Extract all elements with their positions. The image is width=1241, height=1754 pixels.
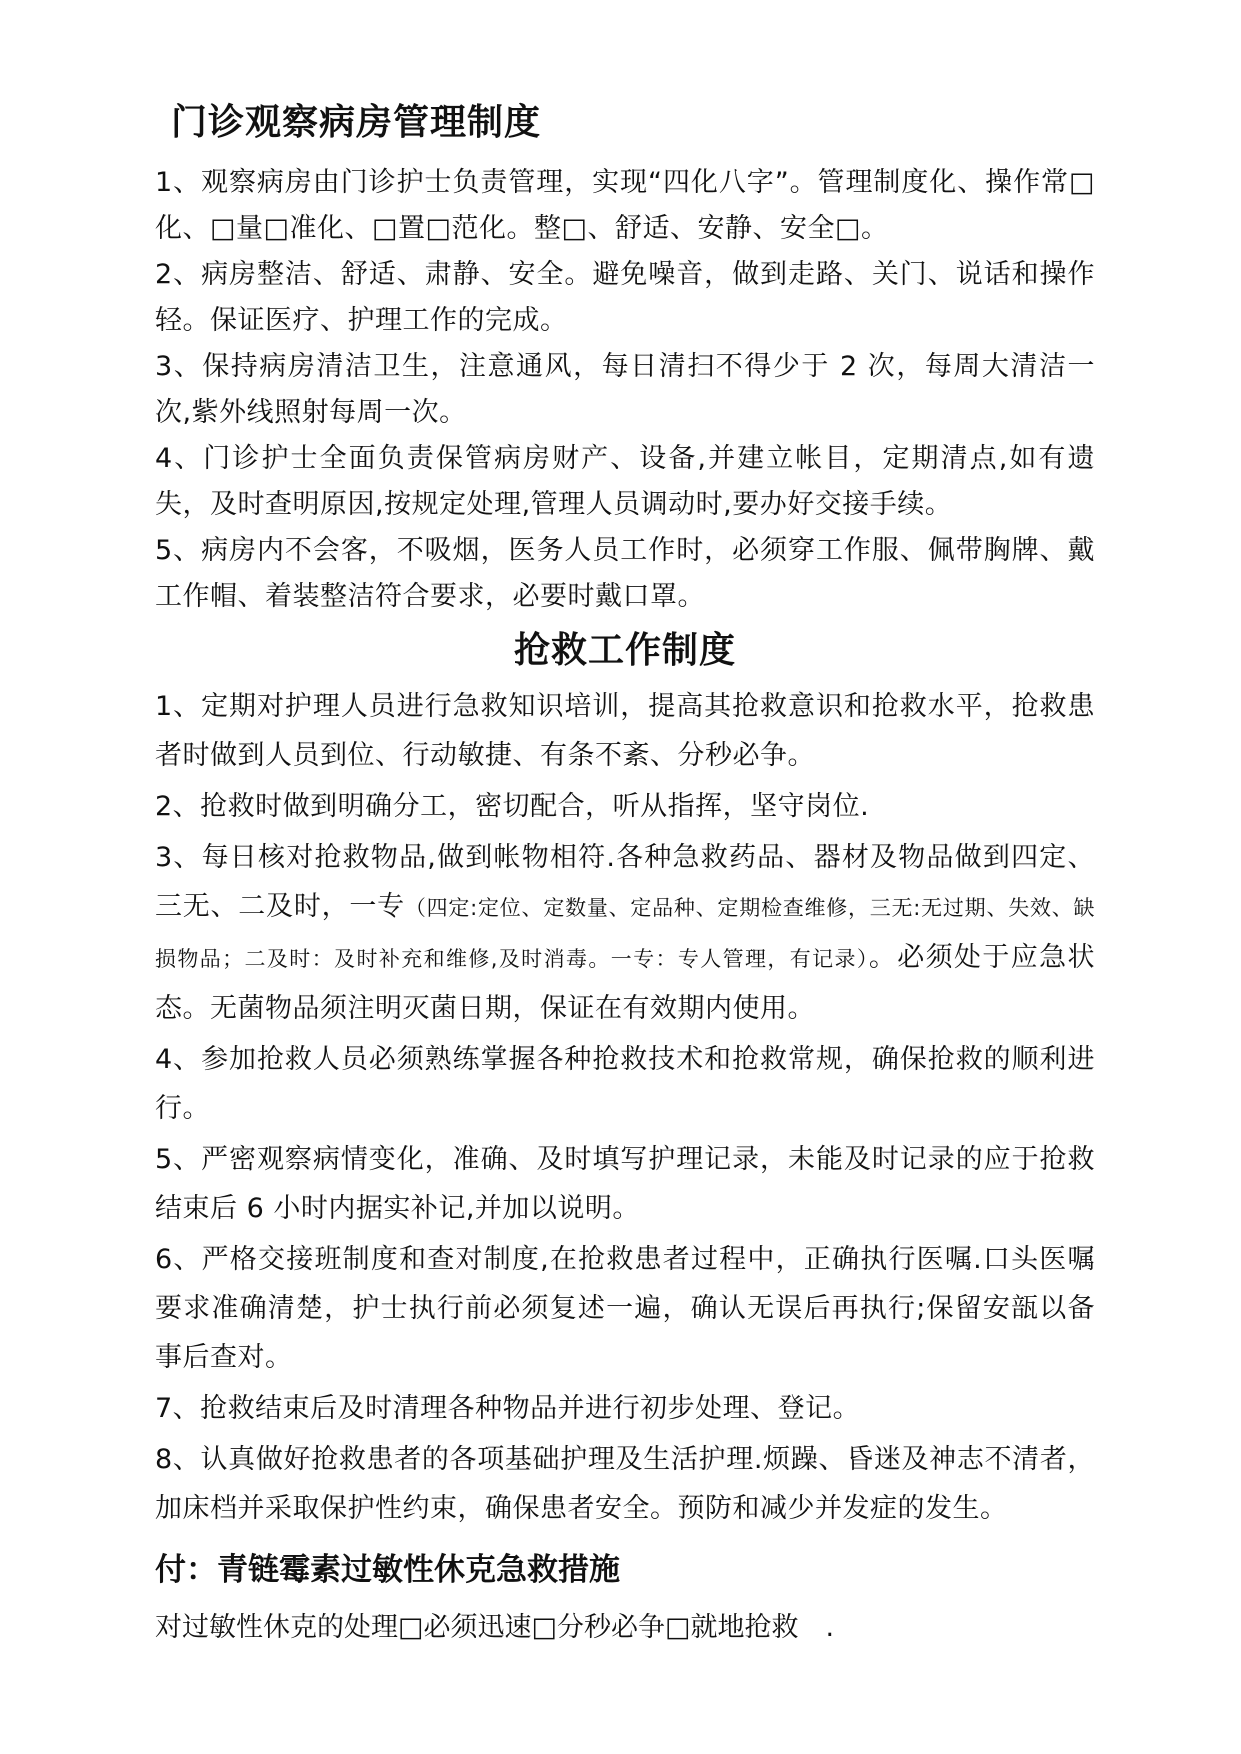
paragraph: 5、严密观察病情变化，准确、及时填写护理记录，未能及时记录的应于抢救结束后 6 小时内据实补记,并加以说明。 <box>155 1144 1095 1224</box>
paragraph: 5、病房内不会客，不吸烟，医务人员工作时，必须穿工作服、佩带胸牌、戴工作帽、着装整洁符合要求，必要时戴口罩。 <box>155 535 1095 612</box>
paragraph: 对过敏性休克的处理□必须迅速□分秒必争□就地抢救 . <box>155 1612 835 1643</box>
paragraph: 1、观察病房由门诊护士负责管理，实现“四化八字”。管理制度化、操作常□化、□量□准化、□置□范化。整□、舒适、安静、安全□。 <box>155 167 1095 244</box>
paragraph: 8、认真做好抢救患者的各项基础护理及生活护理.烦躁、昏迷及神志不清者，加床档并采取保护性约束，确保患者安全。预防和减少并发症的发生。 <box>155 1444 1095 1524</box>
paragraph: 3、保持病房清洁卫生，注意通风，每日清扫不得少于 2 次，每周大清洁一次,紫外线照射每周一次。 <box>155 351 1095 428</box>
paragraph-note: （四定:定位、定数量、定品种、定期检查维修，三无:无过期、失效、缺损物品；二及时：及时补充和维修,及时消毒。一专：专人管理，有记录） <box>155 896 1096 971</box>
paragraph: 4、参加抢救人员必须熟练掌握各种抢救技术和抢救常规，确保抢救的顺利进行。 <box>155 1044 1095 1124</box>
paragraph: 6、严格交接班制度和查对制度,在抢救患者过程中，正确执行医嘱.口头医嘱要求准确清楚，护士执行前必须复述一遍，确认无误后再执行;保留安瓿以备事后查对。 <box>155 1244 1095 1373</box>
paragraph-text: 。必须处于应急状态。无菌物品须注明灭菌日期，保证在有效期内使用。 <box>155 942 1095 1024</box>
section-rescue-work <box>155 682 1095 1533</box>
subtitle-allergy-shock: 付：青链霉素过敏性休克急救措施 <box>155 1552 620 1588</box>
paragraph: 4、门诊护士全面负责保管病房财产、设备,并建立帐目，定期清点,如有遗失，及时查明原因,按规定处理,管理人员调动时,要办好交接手续。 <box>155 443 1095 520</box>
document-page <box>155 98 1095 1651</box>
title-observation-ward: 门诊观察病房管理制度 <box>171 102 542 143</box>
title-rescue-work: 抢救工作制度 <box>513 630 736 671</box>
section-observation-ward <box>155 160 1095 620</box>
paragraph <box>155 833 1095 1033</box>
paragraph: 1、定期对护理人员进行急救知识培训，提高其抢救意识和抢救水平，抢救患者时做到人员到位、行动敏捷、有条不紊、分秒必争。 <box>155 691 1095 771</box>
paragraph: 2、病房整洁、舒适、肃静、安全。避免噪音，做到走路、关门、说话和操作轻。保证医疗、护理工作的完成。 <box>155 259 1095 336</box>
paragraph: 7、抢救结束后及时清理各种物品并进行初步处理、登记。 <box>155 1393 861 1424</box>
paragraph-text: 3、每日核对抢救物品,做到帐物相符.各种急救药品、器材及物品做到四定、三无、二及时，一专 <box>155 842 1095 922</box>
paragraph: 2、抢救时做到明确分工，密切配合，听从指挥，坚守岗位. <box>155 791 870 822</box>
